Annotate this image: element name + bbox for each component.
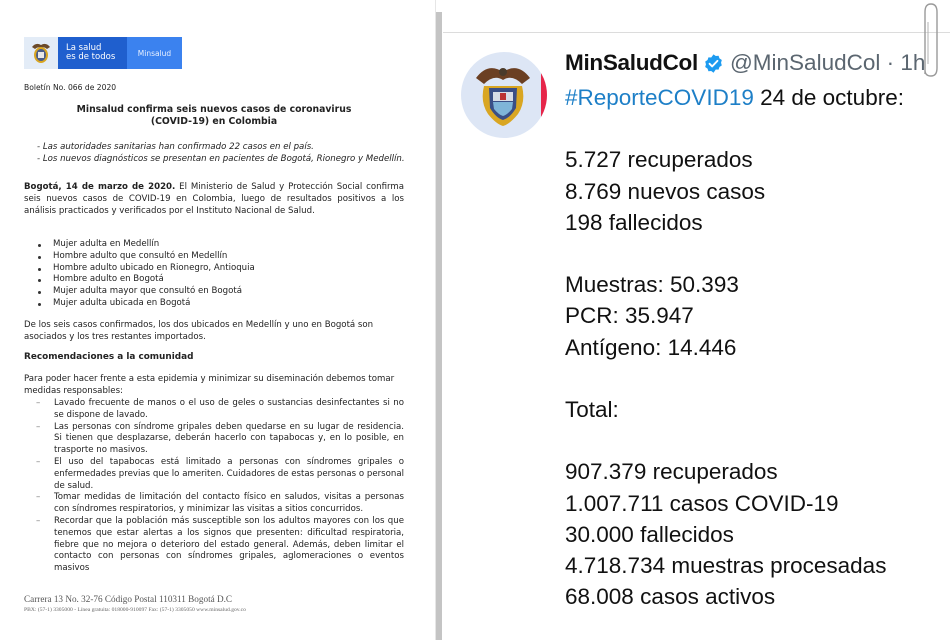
spacer [565, 425, 904, 456]
report-date: 24 de octubre: [753, 85, 904, 110]
title-line2: (COVID-19) en Colombia [150, 116, 278, 127]
logo-brand: Minsalud [127, 37, 182, 69]
case-item: Mujer adulta mayor que consultó en Bogotá [34, 286, 414, 298]
recommendation-item: – Lavado frecuente de manos o el uso de geles o sustancias desinfectantes si no se dispone de lavado. [36, 398, 404, 422]
press-release-document [0, 0, 436, 640]
timestamp[interactable]: 1h [900, 50, 926, 75]
tweet-header [565, 50, 925, 76]
case-item: Hombre adulto en Bogotá [34, 274, 414, 286]
colombia-coat-of-arms-icon [24, 37, 58, 69]
avatar-flag-stripe [541, 52, 547, 138]
recommendation-item: – Tomar medidas de limitación del contacto físico en saludos, visitas a personas con síndromes respiratorios, y minimizar las visitas a sitios concurridos. [36, 492, 404, 516]
daily-stat: 8.769 nuevos casos [565, 178, 766, 204]
title-line1: Minsalud confirma seis nuevos casos de coronavirus [76, 104, 352, 115]
minsalud-logo [24, 37, 182, 69]
total-label: Total: [565, 396, 619, 422]
test-stat: PCR: 35.947 [565, 303, 694, 329]
daily-stat: 198 fallecidos [565, 209, 703, 235]
spacer [565, 363, 904, 394]
logo-slogan [58, 37, 127, 69]
test-stat: Antígeno: 14.446 [565, 334, 737, 360]
daily-stat: 5.727 recuperados [565, 147, 753, 173]
total-stat: 4.718.734 muestras procesadas [565, 552, 887, 578]
test-stat: Muestras: 50.393 [565, 272, 739, 298]
recommendation-item: – El uso del tapabocas está limitado a personas con síndromes gripales o enfermedades previas que lo ameriten. Cuidadores de estas personas o personal de salud. [36, 457, 404, 492]
recommendations-heading: Recomendaciones a la comunidad [24, 352, 194, 362]
separator-dot: · [880, 50, 901, 75]
total-stat: 1.007.711 casos COVID-19 [565, 490, 839, 516]
recommendations-intro: Para poder hacer frente a esta epidemia y minimizar su diseminación debemos tomar medidas responsables: [24, 374, 395, 396]
avatar[interactable] [461, 52, 547, 138]
cases-list [34, 239, 414, 310]
handle[interactable]: @MinSaludCol [729, 50, 881, 75]
recommendation-item: – Las personas con síndrome gripales deben quedarse en su lugar de residencia. Si tienen que desplazarse, deberán hacerlo con tapabocas y, en lo posible, en trasporte no masivos. [36, 422, 404, 457]
recommendation-item: – Recordar que la población más susceptible son los adultos mayores con los que tenemos que estar alertas a los signos que presenten: dificultad respiratoria, fiebre que no mejora o deterioro del estado general. Además, deben limitar el contacto con personas con síndromes gripales, aglomeraciones o eventos masivos [36, 516, 404, 575]
case-item: Mujer adulta ubicada en Bogotá [34, 298, 414, 310]
tweet-text [565, 82, 904, 612]
verified-badge-icon [703, 53, 724, 74]
summary-paragraph: De los seis casos confirmados, los dos ubicados en Medellín y uno en Bogotá son asociados y los tres restantes importados. [24, 320, 374, 342]
case-item: Hombre adulto ubicado en Rionegro, Antioquia [34, 263, 414, 275]
document-title [24, 104, 404, 128]
divider-bar [436, 12, 442, 640]
total-stat: 30.000 fallecidos [565, 521, 734, 547]
colombia-coat-of-arms-icon [474, 62, 532, 128]
highlights [37, 142, 407, 165]
total-stat: 907.379 recuperados [565, 459, 778, 485]
tweet-card [443, 12, 950, 640]
recommendations-list [36, 398, 404, 575]
intro-text: El Ministerio de Salud y Protección Social confirma seis nuevos casos de COVID-19 en Colombia, luego de resultados positivos a los análisis practicados y verificados por el Instituto Nacional de Salud. [24, 182, 405, 216]
paperclip-icon [920, 2, 940, 82]
highlight-item: - Las autoridades sanitarias han confirmado 22 casos en el país. [37, 142, 314, 152]
footer-address: Carrera 13 No. 32-76 Código Postal 110311 Bogotá D.C [24, 594, 233, 604]
dateline: Bogotá, 14 de marzo de 2020. [24, 182, 176, 192]
case-item: Mujer adulta en Medellín [34, 239, 414, 251]
slogan-line2: es de todos [66, 52, 116, 62]
slogan-line1: La salud [66, 43, 102, 53]
case-item: Hombre adulto que consultó en Medellín [34, 251, 414, 263]
hashtag-link[interactable]: #ReporteCOVID19 [565, 85, 754, 110]
tweet-divider [443, 32, 950, 33]
footer-contact: PBX: (57-1) 3305000 - Línea gratuita: 018000-910097 Fax: (57-1) 3305050 www.minsalud.gov.co [24, 607, 246, 613]
bulletin-number: Boletín No. 066 de 2020 [24, 83, 117, 92]
spacer [565, 113, 904, 144]
total-stat: 68.008 casos activos [565, 584, 776, 610]
spacer [565, 238, 904, 269]
display-name[interactable]: MinSaludCol [565, 50, 698, 75]
highlight-item: - Los nuevos diagnósticos se presentan en pacientes de Bogotá, Rionegro y Medellín. [37, 153, 405, 164]
tweet-intro-line [565, 82, 904, 113]
intro-paragraph [24, 182, 404, 217]
